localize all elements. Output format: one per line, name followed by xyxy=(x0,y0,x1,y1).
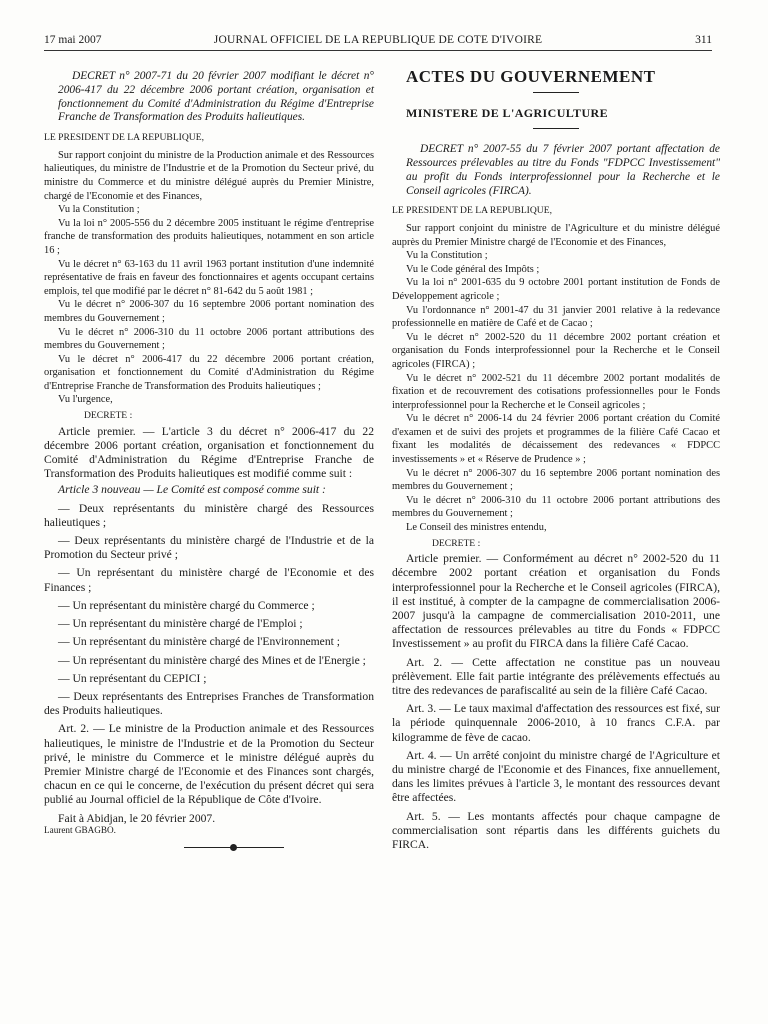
list-item: — Deux représentants des Entreprises Franches de Transformation des Produits halieutiques. xyxy=(44,689,374,718)
journal-header xyxy=(44,34,712,51)
ministry-heading: MINISTERE DE L'AGRICULTURE xyxy=(406,105,609,120)
paragraph: Le Conseil des ministres entendu, xyxy=(406,522,547,534)
article-3-nouveau: Article 3 nouveau — Le Comité est composé comme suit : xyxy=(58,483,326,497)
paragraph: Vu le décret n° 63-163 du 11 avril 1963 portant institution d'une indemnité représentative de frais en faveur des fonctionnaires et agents occupant certains emplois, tel que modifié par le décret n° 81-642 du 5 août 1981 ; xyxy=(44,258,374,297)
fait-a-abidjan: Fait à Abidjan, le 20 février 2007. xyxy=(58,811,216,825)
paragraph: Vu l'ordonnance n° 2001-47 du 31 janvier 2001 relative à la redevance professionnelle en matière de Café et de Cacao ; xyxy=(392,304,720,330)
decrete-heading: DECRETE : xyxy=(84,410,133,422)
ornament-dot xyxy=(230,844,237,851)
article-4: Art. 4. — Un arrêté conjoint du ministre chargé de l'Agriculture et du ministre chargé de l'Economie et des Finances, fixe annuellement, dans les limites prévues à l'article 3, le montant des ressources devant être affectées. xyxy=(392,748,720,805)
paragraph: Vu l'urgence, xyxy=(58,394,113,406)
page-number: 311 xyxy=(695,34,712,46)
right-column xyxy=(392,67,720,852)
list-item: — Un représentant du ministère chargé du Commerce ; xyxy=(58,598,315,612)
issue-date: 17 mai 2007 xyxy=(44,34,102,46)
left-column xyxy=(44,70,374,855)
decree-title: DECRET n° 2007-55 du 7 février 2007 portant affectation de Ressources prélevables au titre du Fonds "FDPCC Investissement" au profit du Fonds interprofessionnel pour la Recherche et le Conseil agricoles (FIRCA). xyxy=(406,143,720,197)
article-2: Art. 2. — Cette affectation ne constitue pas un nouveau prélèvement. Elle fait partie intégrante des prélèvements effectués au titre des redevances de parafiscalité au sein de la filière Café Cacao. xyxy=(392,655,720,698)
list-item: — Un représentant du CEPICI ; xyxy=(58,671,207,685)
paragraph: Vu le décret n° 2006-14 du 24 février 2006 portant création du Comité d'examen et de suivi des projets et programmes de la filière Café Cacao et fixant les modalités de décaissement des redevances « FDPCC investissements » et « Réserve de Prudence » ; xyxy=(392,413,720,466)
paragraph: Sur rapport conjoint du ministre de l'Agriculture et du ministre délégué auprès du Premier Ministre chargé de l'Economie et des Finances, xyxy=(392,222,720,248)
paragraph: Vu la Constitution ; xyxy=(58,204,140,216)
list-item: — Un représentant du ministère chargé de l'Emploi ; xyxy=(58,617,303,631)
paragraph: Vu la loi n° 2001-635 du 9 octobre 2001 portant institution de Fonds de Développement agricole ; xyxy=(392,277,720,302)
paragraph: Sur rapport conjoint du ministre de la Production animale et des Ressources halieutiques, du ministre de l'Industrie et de la Promotion du Secteur privé, du ministre du Commerce et du ministre délégué auprès du Premier Ministre, chargé de l'Economie et des Finances, xyxy=(44,149,374,202)
paragraph: Vu la Constitution ; xyxy=(406,250,488,262)
article-premier: Article premier. — L'article 3 du décret n° 2006-417 du 22 décembre 2006 portant création, organisation et fonctionnement du Comité d'Administration du Régime d'Entreprise Franche de Transformation des Produits halieutiques est modifié comme suit : xyxy=(44,424,374,481)
list-item: — Deux représentants du ministère chargé des Ressources halieutiques ; xyxy=(44,501,374,529)
paragraph: Vu le décret n° 2006-417 du 22 décembre 2006 portant création, organisation et fonctionnement du Comité d'Administration du Régime d'Entreprise Franche de Transformation des Produits halieutiques ; xyxy=(44,353,374,392)
signature: Laurent GBAGBO. xyxy=(44,824,116,835)
ministry-rule xyxy=(533,128,579,129)
paragraph: Vu le décret n° 2006-307 du 16 septembre 2006 portant nomination des membres du Gouvernement ; xyxy=(392,467,720,493)
end-ornament xyxy=(44,841,374,855)
paragraph: Vu la loi n° 2005-556 du 2 décembre 2005 instituant le régime d'entreprise franche de transformation des produits halieutiques, notamment en son article 16 ; xyxy=(44,217,374,256)
decree-title: DECRET n° 2007-71 du 20 février 2007 modifiant le décret n° 2006-417 du 22 décembre 2006 portant création, organisation et fonctionnement du Comité d'Administration du Régime d'Entreprise Franche de Transformation des Produits halieutiques. xyxy=(58,70,374,124)
list-item: — Un représentant du ministère chargé de l'Environnement ; xyxy=(58,635,340,649)
list-item: — Un représentant du ministère chargé de l'Economie et des Finances ; xyxy=(44,566,374,594)
journal-title: JOURNAL OFFICIEL DE LA REPUBLIQUE DE COTE D'IVOIRE xyxy=(213,34,543,46)
paragraph: Vu le décret n° 2002-521 du 11 décembre 2002 portant modalités de fixation et de recouvrement des cotisations professionnelles pour le Fonds interprofessionnel pour la Recherche et le Conseil agricoles ; xyxy=(392,372,720,411)
title-rule xyxy=(533,92,579,93)
list-item: — Deux représentants du ministère chargé de l'Industrie et de la Promotion du Secteur privé ; xyxy=(44,534,374,562)
list-item: — Un représentant du ministère chargé des Mines et de l'Energie ; xyxy=(58,653,366,667)
article-5: Art. 5. — Les montants affectés pour chaque campagne de commercialisation sont répartis dans les différents guichets du FIRCA. xyxy=(392,809,720,852)
paragraph: Vu le décret n° 2006-310 du 11 octobre 2006 portant attributions des membres du Gouvernement ; xyxy=(392,494,720,520)
president-heading: LE PRESIDENT DE LA REPUBLIQUE, xyxy=(392,205,552,217)
paragraph: Vu le décret n° 2002-520 du 11 décembre 2002 portant création et organisation du Fonds interprofessionnel pour la Recherche et le Conseil agricoles (FIRCA) ; xyxy=(392,331,720,370)
article-premier: Article premier. — Conformément au décret n° 2002-520 du 11 décembre 2002 portant création et organisation du Fonds interprofessionnel pour la Recherche et le Conseil agricoles (FIRCA), il est institué, à compter de la campagne de commercialisation 2006-2007 jusqu'à la campagne de commercialisation 2010-2011, une affectation de ressources prélevables au titre du Fonds « FDPCC Investissement » au profit du FIRCA dans la filière Café Cacao. xyxy=(392,552,720,651)
article-3: Art. 3. — Le taux maximal d'affectation des ressources est fixé, sur la période quinquennale 2006-2010, à 10 francs C.F.A. par kilogramme de fève de cacao. xyxy=(392,702,720,744)
paragraph: Vu le Code général des Impôts ; xyxy=(406,263,540,275)
paragraph: Vu le décret n° 2006-307 du 16 septembre 2006 portant nomination des membres du Gouvernement ; xyxy=(44,299,374,324)
president-heading: LE PRESIDENT DE LA REPUBLIQUE, xyxy=(44,132,204,144)
section-title: ACTES DU GOUVERNEMENT xyxy=(406,67,656,86)
decrete-heading: DECRETE : xyxy=(432,537,481,549)
paragraph: Vu le décret n° 2006-310 du 11 octobre 2006 portant attributions des membres du Gouvernement ; xyxy=(44,326,374,352)
article-2: Art. 2. — Le ministre de la Production animale et des Ressources halieutiques, le ministre de l'Industrie et de la Promotion du Secteur privé, le ministre du Commerce et le ministre délégué auprès du Premier Ministre chargé de l'Economie et des Finances sont chargés, chacun en ce qui le concerne, de l'exécution du présent décret qui sera publié au Journal officiel de la République de Côte d'Ivoire. xyxy=(44,722,374,807)
